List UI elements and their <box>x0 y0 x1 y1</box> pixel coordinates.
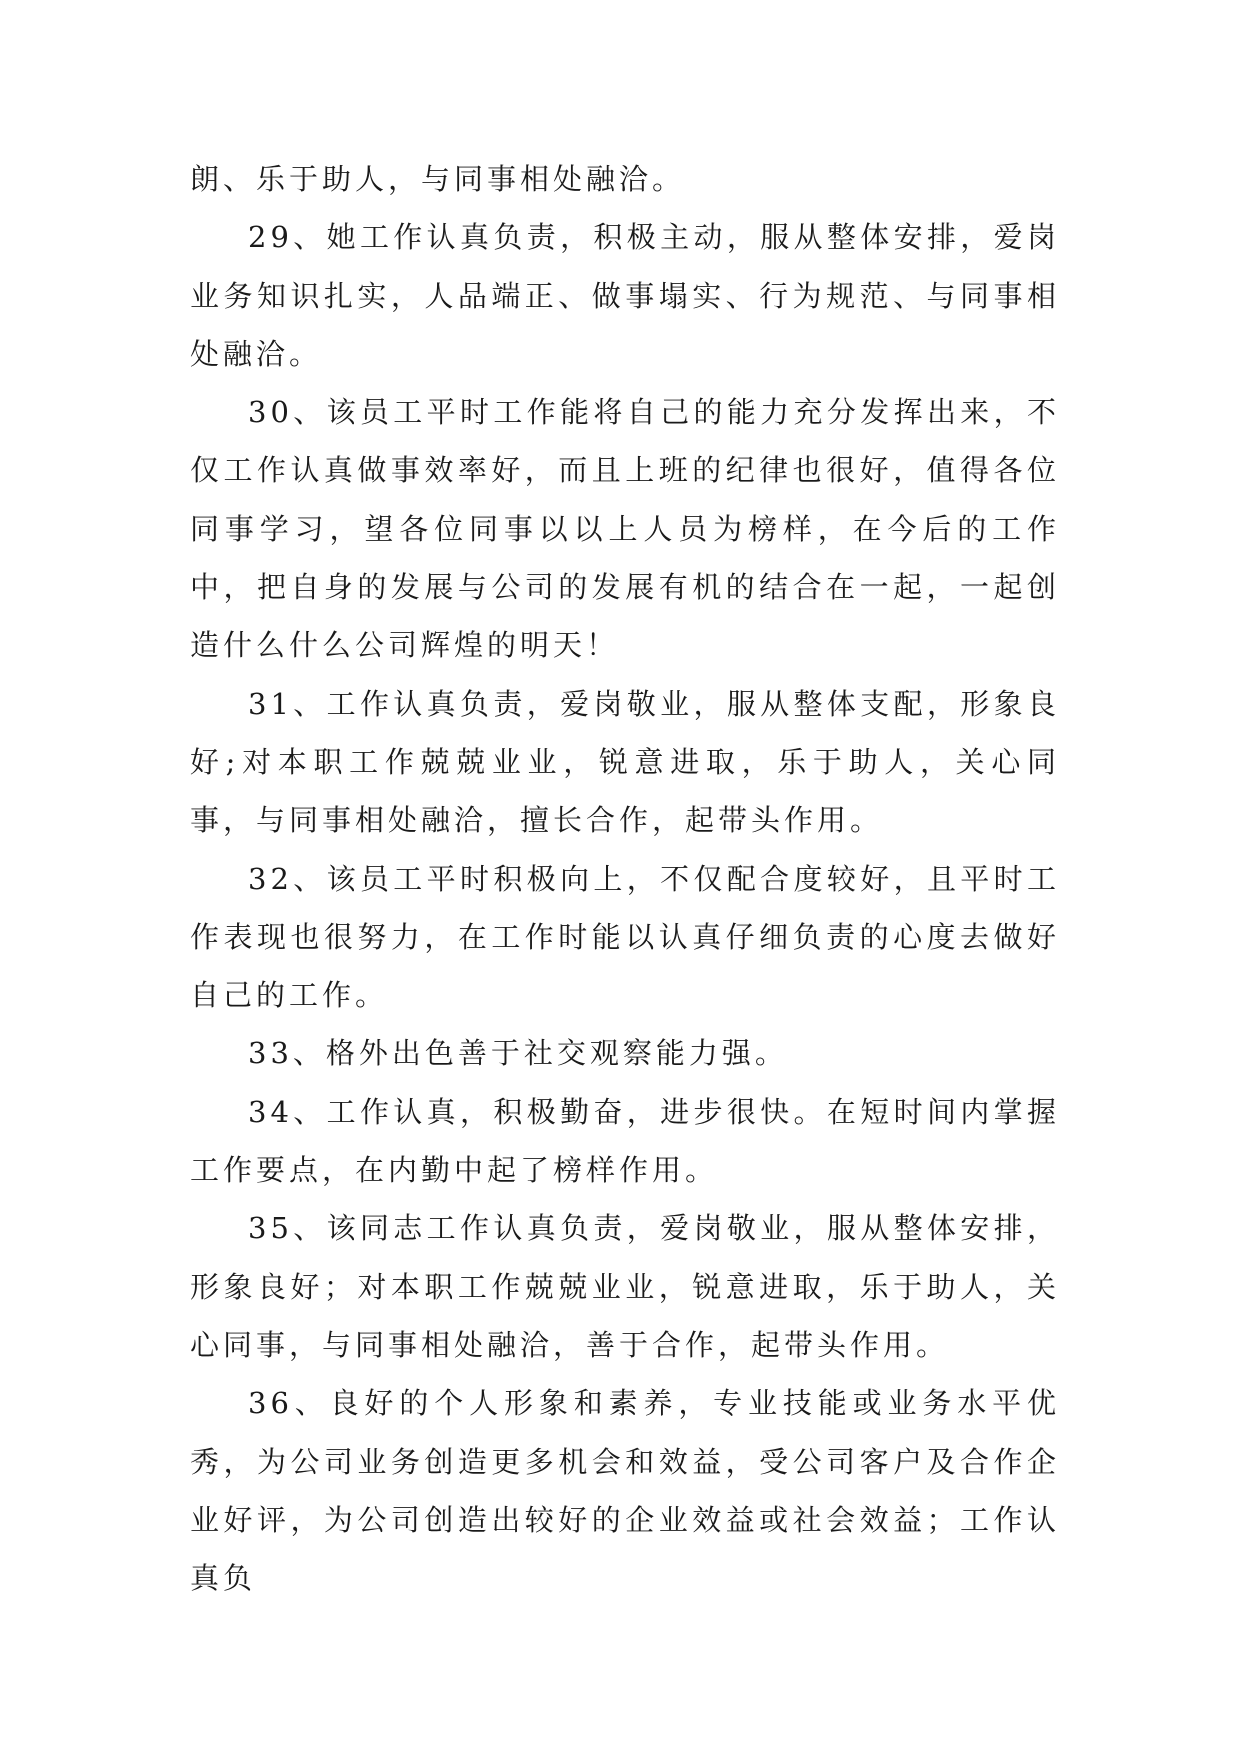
document-body <box>190 150 1060 1607</box>
paragraph-36: 36、良好的个人形象和素养，专业技能或业务水平优秀，为公司业务创造更多机会和效益，受公司客户及合作企业好评，为公司创造出较好的企业效益或社会效益；工作认真负 <box>190 1386 1060 1596</box>
paragraph-29: 29、她工作认真负责，积极主动，服从整体安排，爱岗业务知识扎实，人品端正、做事塌实、行为规范、与同事相处融洽。 <box>190 220 1060 371</box>
paragraph-33: 33、格外出色善于社交观察能力强。 <box>248 1036 788 1071</box>
paragraph-continuation: 朗、乐于助人，与同事相处融洽。 <box>190 162 686 196</box>
paragraph-31: 31、工作认真负责，爱岗敬业，服从整体支配，形象良好;对本职工作兢兢业业，锐意进取，乐于助人，关心同事，与同事相处融洽，擅长合作，起带头作用。 <box>190 686 1060 838</box>
paragraph-34: 34、工作认真，积极勤奋，进步很快。在短时间内掌握工作要点，在内勤中起了榜样作用。 <box>190 1094 1060 1188</box>
paragraph-32: 32、该员工平时积极向上，不仅配合度较好，且平时工作表现也很努力，在工作时能以认真仔细负责的心度去做好自己的工作。 <box>190 861 1060 1013</box>
paragraph-35: 35、该同志工作认真负责，爱岗敬业，服从整体安排，形象良好；对本职工作兢兢业业，锐意进取，乐于助人，关心同事，与同事相处融洽，善于合作，起带头作用。 <box>190 1211 1060 1362</box>
paragraph-30: 30、该员工平时工作能将自己的能力充分发挥出来，不仅工作认真做事效率好，而且上班的纪律也很好，值得各位同事学习，望各位同事以以上人员为榜样，在今后的工作中，把自身的发展与公司的发展有机的结合在一起，一起创造什么什么公司辉煌的明天！ <box>190 395 1060 663</box>
